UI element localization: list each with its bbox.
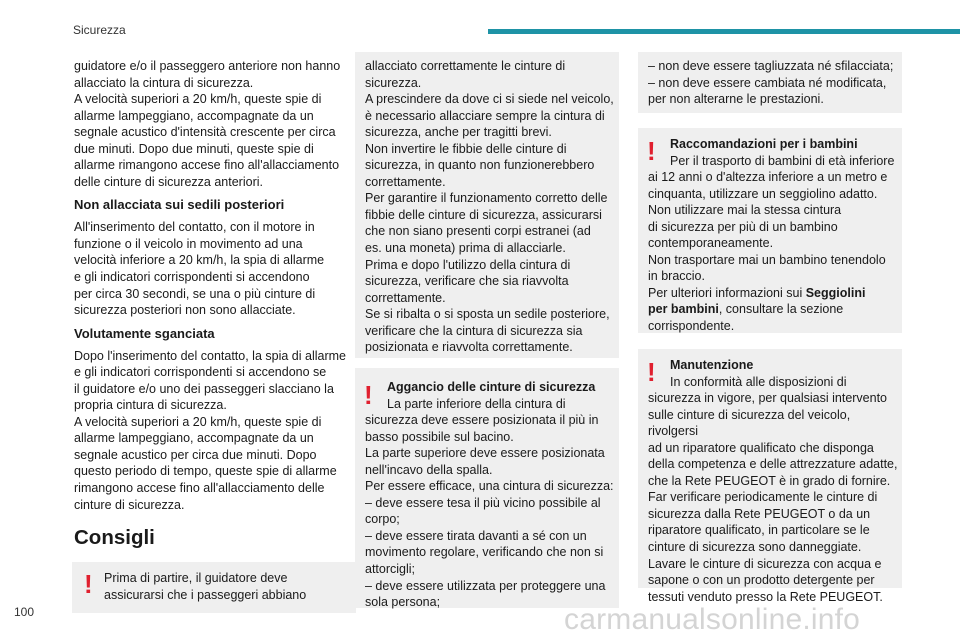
- maintenance-box: [638, 349, 902, 604]
- warning-icon: !: [647, 136, 656, 166]
- advice-box-continued: [355, 52, 619, 358]
- fastening-box: [355, 368, 619, 608]
- maintenance-box-first-line: In conformità alle disposizioni di: [670, 374, 847, 389]
- column-2: [355, 52, 619, 608]
- belt-condition-box: [638, 52, 902, 113]
- section-title-consigli: Consigli: [74, 526, 155, 550]
- maintenance-box-text: sicurezza in vigore, per qualsiasi intervento sulle cinture di sicurezza del veicolo, rivolgersi ad un riparatore qualificato che disponga della competenza e delle attrezzature adatte, che la Rete PEUGEOT è in grado di fornire. Far verificare periodicamente le cinture di sicurezza dalla Rete PEUGEOT o da un riparatore qualificato, in particolare se le cinture di sicurezza sono danneggiate. Lavare le cinture di sicurezza con acqua e sapone o con un prodotto detergente per tessuti venduto presso la Rete PEUGEOT.: [648, 391, 898, 604]
- belt-condition-text: – non deve essere tagliuzzata né sfilacciata; – non deve essere cambiata né modificata, per non alterarne le prestazioni.: [648, 59, 894, 107]
- paragraph-intro: guidatore e/o il passeggero anteriore non hanno allacciato la cintura di sicurezza. A velocità superiori a 20 km/h, queste spie di allarme lampeggiano, accompagnate da un segnale acustico d'intensità crescente per circa due minuti. Dopo due minuti, queste spie di allarme rimangono accese fino all'allacciamento delle cinture di sicurezza anteriori.: [74, 59, 341, 189]
- warning-icon: !: [84, 569, 93, 600]
- fastening-box-text: sicurezza deve essere posizionata il più in basso possibile sul bacino. La parte superiore deve essere posizionata nell'incavo della spalla. Per essere efficace, una cintura di sicurezza: – deve essere tesa il più vicino possibile al corpo; – deve essere tirata davanti a sé con un movimento regolare, verificando che non si attorcigli; – deve essere utilizzata per proteggere una sola persona;: [365, 413, 614, 610]
- advice-box-text: Prima di partire, il guidatore deve assicurarsi che i passeggeri abbiano: [104, 571, 307, 602]
- header-accent-bar: [488, 29, 960, 34]
- children-box-title: Raccomandazioni per i bambini: [670, 137, 858, 151]
- fastening-box-title: Aggancio delle cinture di sicurezza: [387, 380, 596, 394]
- column-3: [638, 52, 902, 604]
- heading-rear-seats: Non allacciata sui sedili posteriori: [74, 197, 285, 213]
- warning-icon: !: [364, 380, 373, 410]
- maintenance-box-title: Manutenzione: [670, 358, 754, 372]
- page-number: 100: [14, 605, 35, 619]
- child-seats-link-b: per bambini: [648, 302, 719, 317]
- children-box-first-line: Per il trasporto di bambini di età inferiore: [670, 153, 895, 168]
- paragraph-unfastened: Dopo l'inserimento del contatto, la spia di allarme e gli indicatori corrispondenti si accendono se il guidatore e/o uno dei passeggeri slacciano la propria cintura di sicurezza. A velocità superiori a 20 km/h, queste spie di allarme lampeggiano, accompagnate da un segnale acustico per circa due minuti. Dopo questo periodo di tempo, queste spie di allarme rimangono accese fino all'allacciamento delle cinture di sicurezza.: [74, 348, 346, 512]
- heading-unfastened: Volutamente sganciata: [74, 325, 215, 341]
- children-box: [638, 128, 902, 333]
- children-box-text-b: , consultare la sezione corrispondente.: [648, 302, 844, 334]
- children-box-text-a: ai 12 anni o d'altezza inferiore a un metro e cinquanta, utilizzare un seggiolino adatto. Non utilizzare mai la stessa cintura di sicurezza per più di un bambino contemporaneamente. Non trasportare mai un bambino tenendolo in braccio. Per ulteriori informazioni sui: [648, 170, 888, 300]
- section-header-title: Sicurezza: [73, 23, 126, 37]
- children-box-text: [648, 169, 902, 334]
- watermark: carmanualsonline.info: [564, 603, 861, 636]
- paragraph-rear-seats: All'inserimento del contatto, con il motore in funzione o il veicolo in movimento ad una velocità inferiore a 20 km/h, la spia di allarme e gli indicatori corrispondenti si accendono per circa 30 secondi, se una o più cinture di sicurezza posteriori non sono allacciate.: [74, 220, 325, 318]
- child-seats-link-a: Seggiolini: [805, 285, 866, 300]
- advice-box-continued-text: allacciato correttamente le cinture di sicurezza. A prescindere da dove ci si siede nel veicolo, è necessario allacciare sempre la cintura di sicurezza, anche per tragitti brevi. Non invertire le fibbie delle cinture di sicurezza, in quanto non funzionerebbero correttamente. Per garantire il funzionamento corretto delle fibbie delle cinture di sicurezza, assicurarsi che non siano presenti corpi estranei (ad es. una moneta) prima di allacciarle. Prima e dopo l'utilizzo della cintura di sicurezza, verificare che sia riavvolta correttamente. Se si ribalta o si sposta un sedile posteriore, verificare che la cintura di sicurezza sia posizionata e riavvolta correttamente.: [365, 59, 614, 355]
- warning-icon: !: [647, 357, 656, 387]
- advice-box: [72, 562, 356, 613]
- fastening-box-first-line: La parte inferiore della cintura di: [387, 396, 566, 411]
- column-1: [74, 58, 346, 613]
